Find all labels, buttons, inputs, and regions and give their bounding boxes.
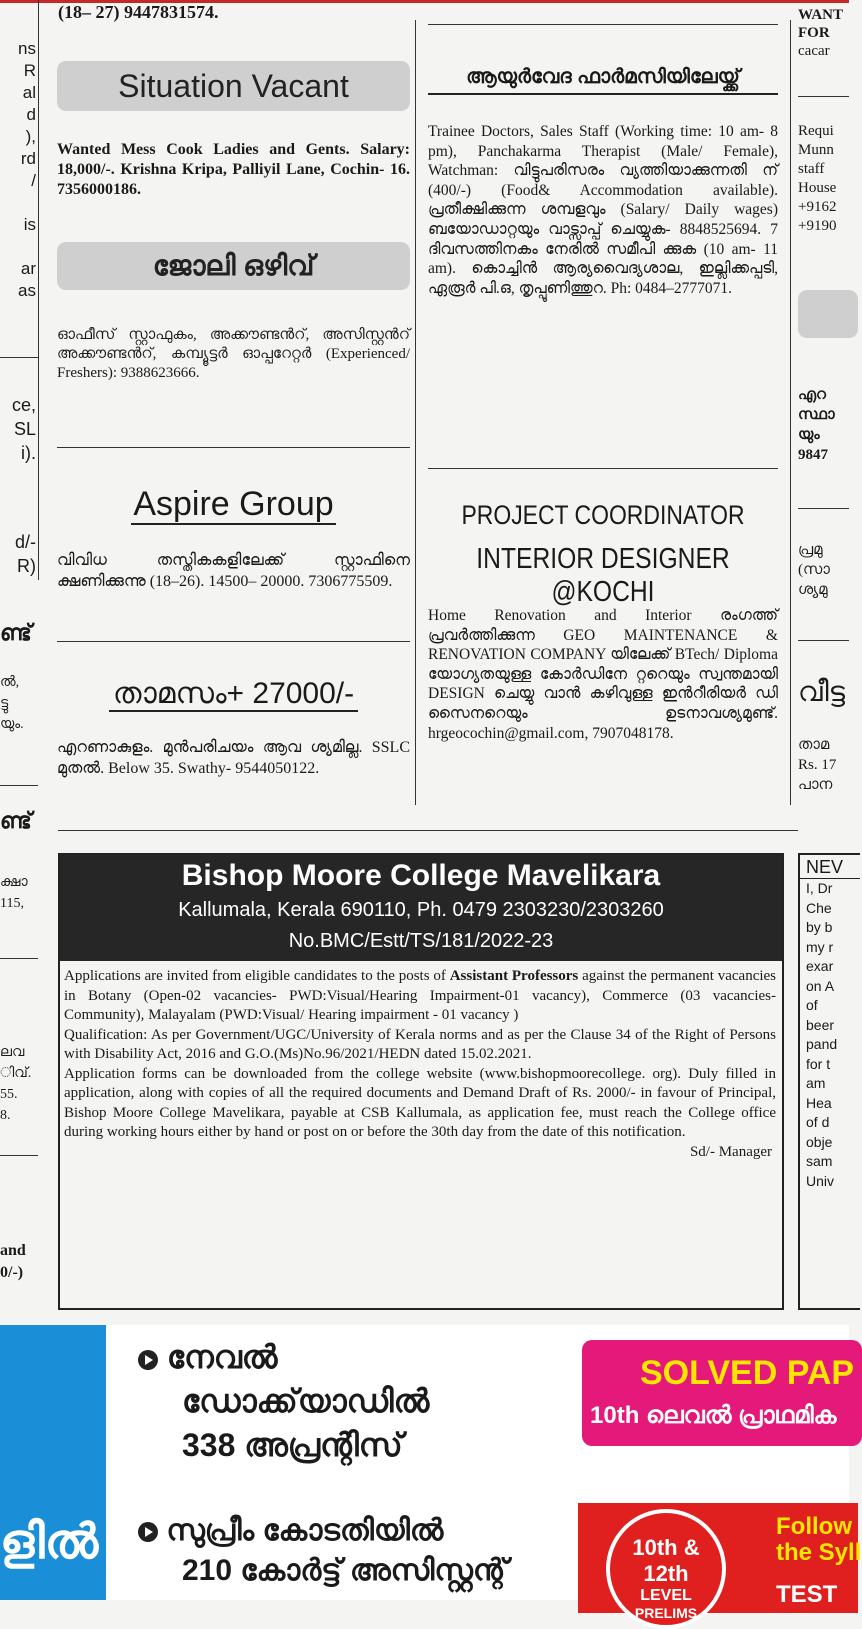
left-frag-line: 115, xyxy=(0,896,24,911)
right-news-line: on A xyxy=(806,977,835,994)
play-bullet-icon xyxy=(138,1522,158,1542)
bishop-moore-header xyxy=(60,855,782,961)
left-frag-line: 8. xyxy=(0,1108,11,1123)
bottom-banner xyxy=(0,1325,862,1621)
bishop-moore-title: Bishop Moore College Mavelikara xyxy=(181,859,661,892)
test-series-box xyxy=(578,1503,862,1621)
right-news-line: my r xyxy=(806,938,834,955)
column-divider xyxy=(415,20,416,805)
item1-line3: 338 അപ്രന്റിസ് xyxy=(182,1427,403,1463)
left-rule xyxy=(0,1155,38,1156)
right-rule xyxy=(798,640,849,641)
col1-rule xyxy=(57,447,410,448)
bishop-moore-para1 xyxy=(64,967,776,1026)
left-frag-line: ns xyxy=(18,39,36,58)
project-heading-line2: INTERIOR DESIGNER @KOCHI xyxy=(476,543,730,608)
blue-strip-word: ളിൽ xyxy=(0,1516,99,1569)
bishop-moore-address: Kallumala, Kerala 690110, Ph. 0479 2303230/2303260 xyxy=(178,899,664,921)
aspire-group-heading xyxy=(57,485,410,524)
joli-ozhivu-label: ജോലി ഒഴിവ് xyxy=(152,249,315,281)
item2-line1: സുപ്രീം കോടതിയിൽ xyxy=(166,1514,444,1547)
right-frag-line: +9162 xyxy=(798,199,837,215)
left-frag-line: യും. xyxy=(0,717,24,732)
right-frag-line: താമ xyxy=(798,737,830,753)
right-frag-line: (സാ xyxy=(798,562,830,578)
left-frag-line: / xyxy=(31,171,36,190)
thamasam-label: താമസം+ 27000/- xyxy=(109,677,358,712)
left-frag-line: d xyxy=(26,105,36,124)
level-line: 10th ലെവൽ പ്രാഥമിക xyxy=(590,1402,837,1429)
left-frag-line: ക്ഷാ xyxy=(0,875,28,890)
col2-rule xyxy=(428,24,778,25)
left-frag-line: ട്ടു xyxy=(0,696,9,711)
play-bullet-icon xyxy=(138,1350,158,1370)
right-news-line: exar xyxy=(806,958,834,974)
test-label: TEST xyxy=(776,1581,838,1608)
right-news-line: am xyxy=(806,1075,826,1091)
ayurveda-heading: ആയുർവേദ ഫാർമസിയിലേയ്ക്ക് xyxy=(428,66,778,95)
left-frag-line: ൽ, xyxy=(0,675,20,690)
left-head-frag: ണ്ട് xyxy=(0,620,32,645)
right-frag-line: Rs. 17 xyxy=(798,757,837,773)
right-frag-line: എറ xyxy=(798,387,826,403)
right-frag-line: 9847 xyxy=(798,447,828,463)
situation-vacant-label: Situation Vacant xyxy=(118,67,349,104)
badge-prelims: PRELIMS xyxy=(634,1605,698,1621)
right-frag-line: +9190 xyxy=(798,218,837,234)
right-news-line: of d xyxy=(806,1114,830,1130)
col2-rule xyxy=(428,468,778,469)
right-frag-line: ശ്യമു xyxy=(798,582,828,598)
aspire-group-ad: വിവിധ തസ്തികകളിലേക്ക് സ്റ്റാഫിനെ ക്ഷണിക്കുന്നു (18–26). 14500– 20000. 7306775509. xyxy=(57,552,410,590)
thamasam-ad: എറണാകുളം. മുൻപരിചയം ആവ ശ്യമില്ല. SSLC മുതൽ. Below 35. Swathy- 9544050122. xyxy=(57,739,410,777)
follow-label: Follow xyxy=(776,1513,852,1540)
left-frag-line: is xyxy=(23,215,36,234)
left-frag-line: i). xyxy=(21,443,36,463)
left-frag-line: ar xyxy=(20,259,36,278)
right-frag-line: staff xyxy=(798,161,825,177)
left-frag-line: and xyxy=(0,1242,26,1259)
situation-vacant-heading xyxy=(57,61,410,111)
left-frag-line: d/- xyxy=(14,532,36,552)
thamasam-heading xyxy=(57,677,410,711)
syllabus-label: the Syll xyxy=(776,1539,862,1566)
left-frag-line: ിവ്. xyxy=(0,1066,32,1081)
badge-level: LEVEL xyxy=(640,1587,692,1604)
right-news-line: Univ xyxy=(806,1172,835,1189)
right-frag-line: പാന xyxy=(798,777,833,793)
item1-line1: നേവൽ xyxy=(166,1339,278,1375)
left-frag-line: ce, xyxy=(11,395,36,415)
bishop-moore-para2: Qualification: As per Government/UGC/University of Kerala norms and as per the Clause 34 of the Right of Persons with Disability Act, 2016 and G.O.(Ms)No.96/2021/HEDN dated 15.02.2021. xyxy=(64,1026,776,1062)
bishop-moore-sign: Sd/- Manager xyxy=(689,1143,772,1160)
bishop-moore-body xyxy=(64,967,776,1162)
right-frag-line: House xyxy=(798,180,837,196)
right-pill-fragment xyxy=(798,290,858,338)
left-rule xyxy=(0,357,38,358)
section-rule xyxy=(58,830,798,831)
bishop-moore-para3: Application forms can be downloaded from the college website (www.bishopmoorecollege. org). Duly filled in application, along with copies of all the required documents and Demand Draft of Rs. 2000/- in favour of Principal, Bishop Moore College Mavelikara, payable at CSB Kallumala, as application fee, must reach the College office during working hours either by hand or post on or before the 30th day from the date of this notification. xyxy=(64,1065,776,1140)
banner-item-2 xyxy=(138,1511,578,1591)
column-divider xyxy=(790,20,791,805)
left-rule xyxy=(0,958,38,959)
bishop-moore-ad xyxy=(58,853,784,1310)
right-head-fragment: വീട്ട xyxy=(798,676,846,707)
right-news-line: Hea xyxy=(806,1094,832,1111)
project-ad: Home Renovation and Interior രംഗത്ത് പ്രവർത്തിക്കുന്ന GEO MAINTENANCE & RENOVATION COMPANY യിലേക്ക് BTech/ Diploma യോഗ്യതയുള്ള കോർഡിനേ റ്ററെയും സ്വന്തമായി DESIGN ചെയ്യു വാൻ കഴിവുള്ള ഇൻറീരിയർ ഡി സൈനറെയും ഉടനാവശ്യമുണ്ട്. hrgeocochin@gmail.com, 7907048178. xyxy=(428,607,778,742)
right-rule xyxy=(798,96,849,97)
right-news-line: for t xyxy=(806,1055,831,1072)
left-frag-line: R) xyxy=(17,556,36,576)
mess-cook-ad: Wanted Mess Cook Ladies and Gents. Salary: 18,000/-. Krishna Kripa, Palliyil Lane, Cochin- 16. 7356000186. xyxy=(57,141,410,198)
left-frag-line: ലവ xyxy=(0,1045,25,1060)
item2-line2: 210 കോർട്ട് അസിസ്റ്റന്റ് xyxy=(182,1554,509,1587)
right-frag-line: സ്ഥാ xyxy=(798,407,835,423)
left-frag-line: 55. xyxy=(0,1087,18,1102)
left-head-frag: ണ്ട് xyxy=(0,808,32,833)
right-news-line: obje xyxy=(806,1133,833,1150)
office-staff-ad: ഓഫീസ് സ്റ്റാഫുകം, അക്കൗണ്ടൻറ്, അസിസ്റ്റൻറ് അക്കൗണ്ടൻറ്, കമ്പ്യൂട്ടർ ഓപ്പറേറ്റർ (Experienced/ Freshers): 9388623666. xyxy=(57,327,410,381)
right-news-line: pand xyxy=(806,1036,838,1052)
right-news-line: I, Dr xyxy=(806,880,833,896)
col1-rule xyxy=(57,641,410,642)
badge-top: 10th & 12th xyxy=(632,1535,700,1586)
level-badge xyxy=(606,1509,726,1629)
para1-text: Applications are invited from eligible candidates to the posts of xyxy=(64,968,450,984)
right-rule xyxy=(798,508,849,509)
left-col-border xyxy=(38,0,39,580)
para1-text-cont: against the permanent vacancies in Botany (Open-02 vacancies- PWD:Visual/Hearing Impairment-01 vacancy), Commerce (03 vacancies- Community), Malayalam (PWD:Visual/ Hearing impairment - 01 vacancy ) xyxy=(64,968,777,1023)
right-frag-line: cacar xyxy=(798,43,830,59)
right-news-line: Che xyxy=(806,899,832,916)
project-heading-line1: PROJECT COORDINATOR xyxy=(461,500,745,530)
left-frag-line: as xyxy=(18,281,36,300)
left-frag-line: al xyxy=(22,83,36,102)
para1-bold: Assistant Professors xyxy=(449,968,579,984)
bishop-moore-ref: No.BMC/Estt/TS/181/2022-23 xyxy=(288,930,554,952)
joli-ozhivu-heading xyxy=(57,242,410,290)
blue-strip xyxy=(0,1325,106,1600)
right-news-line: beer xyxy=(806,1016,835,1033)
right-frag-line: യും xyxy=(798,427,820,443)
item1-line2: ഡോക്ക്‌യാഡിൽ xyxy=(182,1383,430,1419)
left-rule xyxy=(0,785,38,786)
left-frag-line: R xyxy=(23,61,36,80)
left-frag-line: rd xyxy=(20,149,36,168)
right-frag-line: FOR xyxy=(798,25,830,41)
right-frag-line: പ്രമു xyxy=(798,542,823,558)
right-news-line: sam xyxy=(806,1153,833,1169)
right-news-heading: NEV xyxy=(800,855,860,879)
solved-paper-title: SOLVED PAP xyxy=(640,1354,855,1392)
right-news-line: by b xyxy=(806,919,833,935)
col1-top-line: (18– 27) 9447831574. xyxy=(58,2,219,22)
solved-paper-box xyxy=(582,1340,862,1446)
right-column-fragment xyxy=(798,0,849,1320)
right-news-box xyxy=(798,853,860,1310)
left-frag-line: SL xyxy=(13,419,36,439)
ayurveda-ad: Trainee Doctors, Sales Staff (Working time: 10 am- 8 pm), Panchakarma Therapist (Male/ Female), Watchman: വിട്ടുപരിസരം വ്യത്തിയാക്കുന്നതി ന് (400/-) (Food& Accommodation available). പ്രതീക്ഷിക്കുന്ന ശമ്പളവും (Salary/ Daily wages) ബയോഡാറ്റയും വാട്സാപ്പ് ചെയ്യുക- 8848525694. 7 ദിവസത്തിനകം നേരിൽ സമീപി ക്കുക (10 am- 11 am). കൊച്ചിൻ ആര്യവൈദ്യശാല, ഇല്ലിക്കപ്പടി, ഏരൂർ പി.ഒ, തൃപ്പൂണിത്തുറ. Ph: 0484–2777071. xyxy=(428,123,778,297)
aspire-group-label: Aspire Group xyxy=(133,485,334,523)
right-frag-line: Requi xyxy=(798,123,834,139)
left-frag-line: ), xyxy=(25,127,36,146)
left-frag-line: 0/-) xyxy=(0,1264,24,1281)
right-frag-line: WANT xyxy=(798,7,844,23)
banner-item-1 xyxy=(138,1335,558,1467)
right-frag-line: Munn xyxy=(798,142,834,158)
left-column-fragment xyxy=(0,0,48,1320)
right-news-line: of xyxy=(806,997,818,1013)
